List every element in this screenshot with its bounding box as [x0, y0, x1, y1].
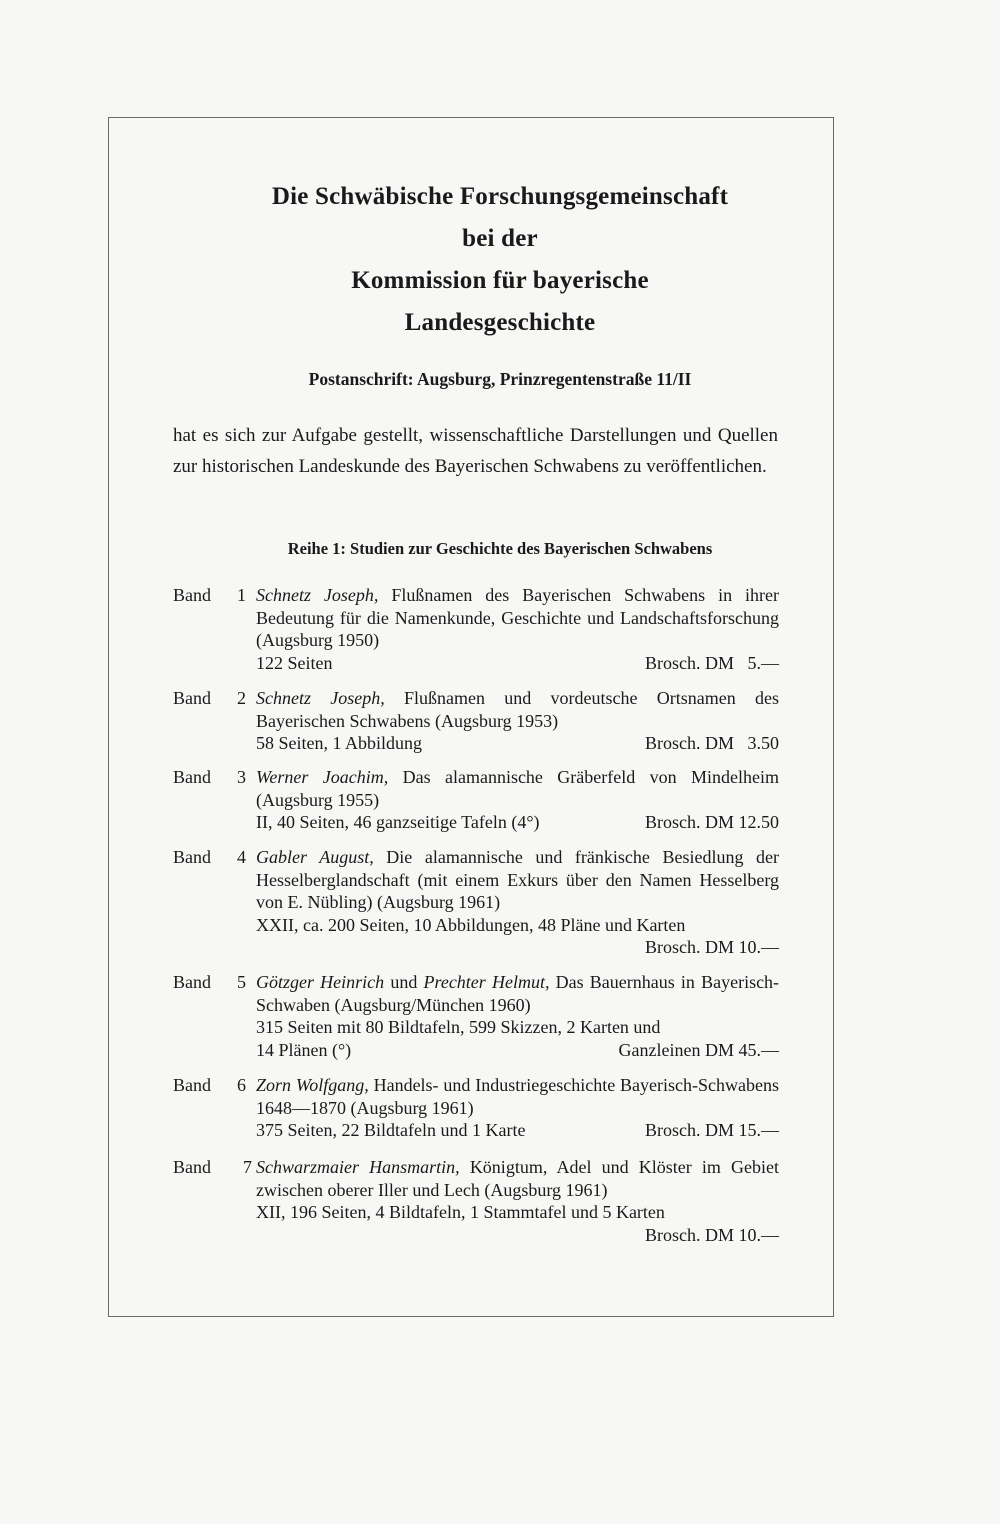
author: Schwarzmaier Hansmartin, [256, 1157, 460, 1177]
price: Brosch. DM 12.50 [645, 812, 779, 832]
price: Brosch. DM 3.50 [645, 733, 779, 753]
author: Werner Joachim, [256, 767, 389, 787]
band-number: 5 [237, 972, 246, 992]
author: Götzger Heinrich [256, 972, 385, 992]
author: Zorn Wolfgang, [256, 1075, 369, 1095]
band-label: Band [173, 972, 211, 992]
extent-line-2: 14 Plänen (°) [256, 1039, 352, 1060]
postal-address: Postanschrift: Augsburg, Prinzregentenstraße 11/II [308, 369, 692, 389]
title-line-3: Kommission für bayerische [351, 267, 649, 294]
extent: 375 Seiten, 22 Bildtafeln und 1 Karte [256, 1120, 526, 1140]
band-number: 3 [237, 767, 246, 787]
band-label: Band [173, 1157, 211, 1177]
description: Handels- und Industriegeschichte Bayerisch-Schwabens 1648—1870 (Augsburg 1961) [256, 1075, 780, 1118]
description: Das alamannische Gräberfeld von Mindelheim (Augsburg 1955) [256, 767, 780, 810]
band-label: Band [173, 767, 211, 787]
author: Schnetz Joseph, [256, 688, 385, 708]
series-title: Reihe 1: Studien zur Geschichte des Bayerischen Schwabens [287, 539, 713, 558]
title-line-1: Die Schwäbische Forschungsgemeinschaft [271, 183, 729, 210]
description: Die alamannische und fränkische Besiedlung der Hesselberglandschaft (mit einem Exkurs über den Namen Hesselberg von E. Nübling) (Augsburg 1961) [256, 847, 779, 912]
band-label: Band [173, 688, 211, 708]
band-label: Band [173, 585, 211, 605]
description: Flußnamen und vordeutsche Ortsnamen des Bayerischen Schwabens (Augsburg 1953) [256, 688, 779, 731]
extent: XXII, ca. 200 Seiten, 10 Abbildungen, 48 Pläne und Karten [256, 914, 686, 935]
price: Brosch. DM 10.— [645, 1224, 779, 1245]
intro-paragraph: hat es sich zur Aufgabe gestellt, wissenschaftliche Darstellungen und Quellen zur historischen Landeskunde des Bayerischen Schwabens zu veröffentlichen. [173, 425, 778, 477]
connector: und [390, 972, 418, 992]
band-number: 7 [243, 1157, 252, 1177]
description: Flußnamen des Bayerischen Schwabens in ihrer Bedeutung für die Namenkunde, Geschichte und Landschaftsforschung (Augsburg 1950) [256, 585, 780, 650]
band-number: 2 [237, 688, 246, 708]
band-label: Band [173, 847, 211, 867]
title-line-4: Landesgeschichte [404, 309, 596, 336]
price: Brosch. DM 10.— [645, 937, 779, 957]
price: Ganzleinen DM 45.— [618, 1039, 779, 1060]
description: Das Bauernhaus in Bayerisch-Schwaben (Augsburg/München 1960) [256, 972, 780, 1015]
author-2: Prechter Helmut, [423, 972, 550, 992]
extent: 58 Seiten, 1 Abbildung [256, 733, 422, 753]
extent-line-1: 315 Seiten mit 80 Bildtafeln, 599 Skizzen, 2 Karten und [256, 1017, 661, 1037]
description: Königtum, Adel und Klöster im Gebiet zwischen oberer Iller und Lech (Augsburg 1961) [256, 1157, 780, 1200]
price: Brosch. DM 15.— [645, 1120, 779, 1140]
band-number: 6 [237, 1075, 246, 1095]
band-number: 4 [237, 847, 246, 867]
title-line-2: bei der [462, 225, 538, 252]
price: Brosch. DM 5.— [645, 652, 779, 673]
author: Schnetz Joseph, [256, 585, 379, 605]
author: Gabler August, [256, 847, 374, 867]
extent: II, 40 Seiten, 46 ganzseitige Tafeln (4°) [256, 812, 540, 832]
band-number: 1 [237, 585, 246, 605]
extent: 122 Seiten [256, 652, 333, 673]
band-label: Band [173, 1075, 211, 1095]
extent: XII, 196 Seiten, 4 Bildtafeln, 1 Stammtafel und 5 Karten [256, 1202, 665, 1222]
